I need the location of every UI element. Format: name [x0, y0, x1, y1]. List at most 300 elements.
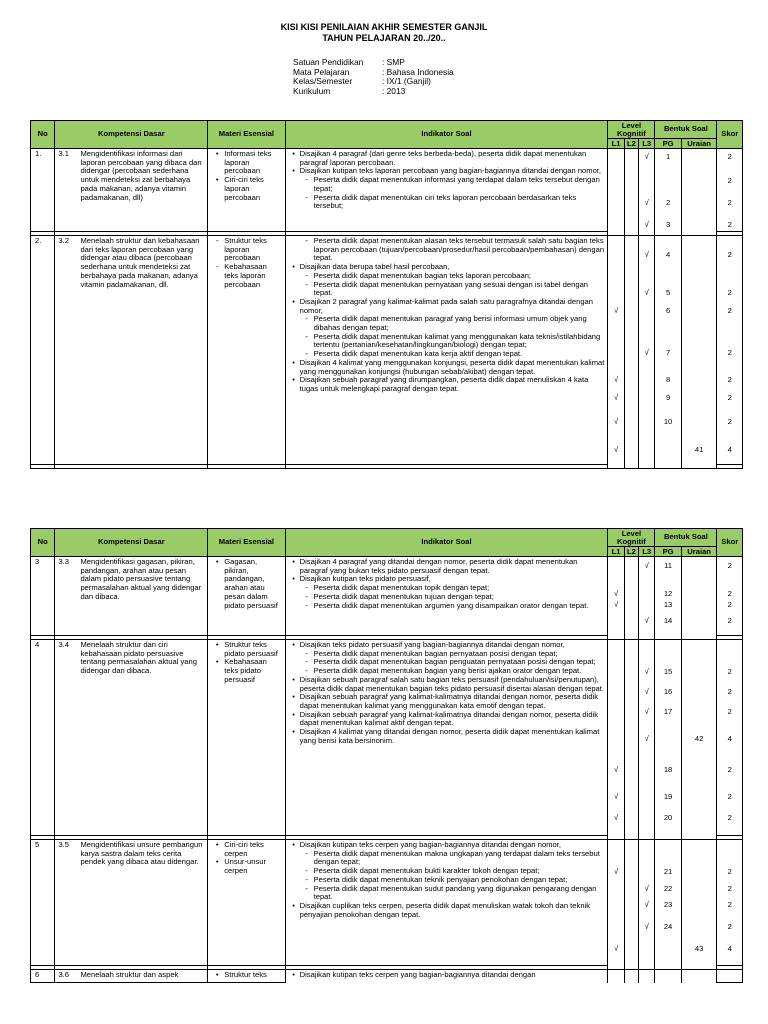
me-text: Kebahasaan teks laporan percobaan [224, 262, 267, 289]
indikator-soal [285, 970, 608, 983]
skor-cell-stack [717, 149, 742, 231]
me-list [208, 149, 284, 202]
uraian-cell-stack [682, 557, 717, 635]
indikator-text: Peserta didik dapat menentukan kalimat yang menggunakan kata teknis/istilahbidang tertentu (pertanian/kesehatan/lingkungan/biologi) dengan tepat; [313, 331, 601, 350]
uraian-number: 43 [694, 944, 704, 953]
bullet: • [215, 557, 219, 566]
row-number [31, 149, 55, 232]
level-l2-cell [624, 970, 638, 983]
skor-cell [717, 236, 743, 465]
table-row [31, 840, 743, 966]
skor-cell [717, 149, 743, 232]
indikator-text: Peserta didik dapat menentukan bukti karakter tokoh dengan tepat; [313, 866, 540, 876]
dash: - [305, 583, 308, 593]
bullet: • [215, 857, 219, 867]
uraian-cell-stack [682, 970, 717, 982]
materi-esensial [208, 149, 285, 232]
document-title: KISI KISI PENILAIAN AKHIR SEMESTER GANJIL [280, 22, 488, 32]
skor-cell-stack [717, 640, 742, 835]
row-number [31, 840, 55, 966]
meta-row [293, 87, 454, 97]
indikator-text: Disajikan sebuah paragraf yang kalimat-kalimatnya ditandai dengan nomor, peserta didik dapat menentukan kalimat aktif dengan tepat. [299, 709, 599, 728]
header-ind: Indikator Soal [285, 121, 608, 149]
indikator-text: Disajikan 4 kalimat yang menggunakan konjungsi, peserta didik dapat menentukan kalimat yang menggunakan konjungsi (hubungan sebab/akibat) dengan tepat. [299, 357, 605, 376]
kd-number: 3.3 [58, 557, 69, 566]
pg-cell-stack [655, 557, 680, 635]
indikator-soal [285, 149, 608, 232]
pg-number: 22 [663, 884, 673, 893]
header-pg: PG [655, 139, 681, 149]
row-number [31, 970, 55, 983]
level-l1-cell-stack [608, 840, 623, 965]
kompetensi-dasar [55, 970, 208, 983]
pg-number: 24 [663, 922, 673, 931]
indikator-list [286, 970, 608, 980]
indikator-subitem [288, 237, 606, 263]
indikator-text: Peserta didik dapat menentukan topik dengan tepat; [313, 583, 490, 593]
indikator-text: Peserta didik dapat menentukan informasi yang terdapat dalam teks tersebut dengan tepat; [313, 175, 600, 193]
skor-cell [717, 557, 743, 636]
pg-number: 15 [663, 667, 673, 676]
pg-cell [655, 557, 681, 636]
level-l3-cell [639, 149, 655, 232]
bullet: • [292, 166, 295, 176]
me-item [210, 641, 282, 658]
kd-block [55, 840, 207, 867]
row-number [31, 640, 55, 836]
check-mark: √ [614, 813, 619, 822]
bullet: • [292, 692, 295, 702]
skor-value: 2 [727, 393, 732, 402]
indikator-item [288, 711, 606, 728]
check-mark: √ [644, 348, 649, 357]
level-l1-cell [608, 970, 624, 983]
skor-value: 2 [727, 220, 732, 229]
level-l3-cell [639, 840, 655, 966]
indikator-text: Peserta didik dapat menentukan teknik penyajian penokohan dengan tepat; [313, 874, 568, 884]
kd-number: 3.1 [58, 149, 69, 158]
uraian-cell-stack [682, 840, 717, 965]
skor-cell-stack [717, 236, 742, 464]
kd-block [55, 640, 207, 676]
skor-value: 2 [727, 707, 732, 716]
header-pg: PG [655, 547, 681, 557]
indikator-text: Disajikan cuplikan teks cerpen, peserta didik dapat menuliskan watak tokoh dan teknik penyajian penokohan dengan tepat. [299, 900, 591, 919]
bullet: • [292, 840, 295, 849]
indikator-text: Disajikan 4 kalimat yang ditandai dengan nomor, peserta didik dapat menentukan kalimat yang berisi kata bersinonim. [299, 727, 600, 745]
pg-cell-stack [655, 149, 680, 231]
me-item [210, 658, 282, 684]
row-separator [31, 465, 743, 469]
uraian-cell [681, 557, 717, 636]
skor-value: 2 [727, 616, 732, 625]
meta-label: Mata Pelajaran [293, 66, 350, 77]
check-mark: √ [614, 765, 619, 774]
check-mark: √ [644, 220, 649, 229]
level-l3-cell [639, 557, 655, 636]
skor-value: 2 [727, 417, 732, 426]
separator-cell [639, 465, 655, 469]
bullet: • [215, 657, 219, 667]
indikator-text: Disajikan kutipan teks pidato persuasif, [299, 574, 431, 584]
indikator-item [288, 558, 606, 575]
dash: - [305, 270, 308, 280]
pg-number: 20 [663, 813, 673, 822]
kd-text: Menelaah struktur dan aspek [80, 970, 179, 979]
level-l1-cell [608, 640, 624, 836]
level-l1-cell [608, 149, 624, 232]
check-mark: √ [614, 306, 619, 315]
indikator-subitem [288, 850, 606, 867]
row-number [31, 557, 55, 636]
me-text: Unsur-unsur cerpen [224, 857, 266, 876]
header-ind: Indikator Soal [285, 529, 608, 557]
indikator-text: Peserta didik dapat menentukan tujuan dengan tepat; [313, 591, 494, 601]
me-item [210, 858, 282, 875]
header-bentuk-soal: Bentuk Soal [655, 121, 717, 139]
skor-value: 2 [727, 667, 732, 676]
pg-number: 1 [665, 152, 671, 161]
header-no: No [31, 121, 55, 149]
separator-cell [624, 465, 638, 469]
indikator-soal [285, 236, 608, 465]
me-item [210, 176, 282, 202]
header-no: No [31, 529, 55, 557]
kd-text: Mengidentifikasi informasi dari laporan percobaan yang dibaca dan didengar (percobaan sederhana untuk mendeteksi zat berbahaya pada makanan, adanya vitamin padamakanan, dll) [80, 149, 202, 202]
level-l1-cell-stack [608, 236, 623, 464]
pg-number: 4 [665, 250, 671, 259]
pg-number: 8 [665, 375, 671, 384]
dash: - [305, 591, 308, 601]
header-level-kognitif: Level Kognitif [608, 529, 655, 547]
indikator-subitem [288, 194, 606, 211]
kd-block [55, 557, 207, 602]
pg-number: 13 [663, 600, 673, 609]
header-me: Materi Esensial [208, 529, 285, 557]
level-l3-cell-stack [639, 557, 654, 635]
kompetensi-dasar [55, 236, 208, 465]
check-mark: √ [644, 707, 649, 716]
indikator-text: Disajikan 4 paragraf (dari genre teks berbeda-beda), peserta didik dapat menentukan paragraf laporan percobaan. [299, 149, 587, 167]
bullet: • [292, 709, 295, 719]
check-mark: √ [644, 687, 649, 696]
check-mark: √ [644, 152, 649, 161]
table-row [31, 970, 743, 983]
bullet: - [215, 262, 219, 272]
indikator-text: Peserta didik dapat menentukan paragraf yang berisi informasi umum objek yang dibahas dengan tepat; [313, 314, 587, 333]
kd-block [55, 236, 207, 289]
indikator-text: Disajikan kutipan teks cerpen yang bagian-bagiannya ditandai dengan nomor, [299, 840, 561, 849]
level-l2-cell-stack [625, 640, 638, 835]
pg-number: 10 [663, 417, 673, 426]
dash: - [305, 657, 308, 667]
pg-number: 11 [664, 561, 672, 570]
materi-esensial [208, 640, 285, 836]
pg-cell [655, 840, 681, 966]
me-list [208, 557, 284, 610]
pg-number: 12 [663, 589, 673, 598]
level-l2-cell [624, 149, 638, 232]
indikator-text: Disajikan sebuah paragraf salah satu bagian teks persuasif (pendahuluan/isi/penutupan), peserta didik dapat menentukan bagian teks pidato persuasif disertai alasan dengan tepat. [299, 674, 604, 693]
dash: - [305, 331, 308, 341]
level-l3-cell-stack [639, 149, 654, 231]
dash: - [305, 236, 308, 245]
pg-number: 7 [665, 348, 671, 357]
check-mark: √ [644, 288, 649, 297]
me-item [210, 150, 282, 176]
me-text: Gagasan, pikiran, pandangan, arahan atau pesan dalam pidato persuasif [224, 557, 278, 610]
skor-value: 4 [727, 944, 732, 953]
header-me: Materi Esensial [208, 121, 285, 149]
separator-cell [208, 465, 285, 469]
indikator-text: Disajikan sebuah paragraf yang dirumpangkan, peserta didik dapat menuliskan 4 kata tugas untuk melengkapi paragraf dengan tepat. [299, 375, 589, 393]
pg-number: 6 [665, 306, 671, 315]
indikator-subitem [288, 333, 606, 350]
dash: - [305, 314, 308, 324]
indikator-text: Peserta didik dapat menentukan bagian yang berisi ajakan orator dengan tepat. [313, 666, 582, 676]
uraian-cell [681, 640, 717, 836]
level-l2-cell-stack [625, 557, 638, 635]
skor-value: 2 [727, 792, 732, 801]
indikator-subitem [288, 315, 606, 332]
skor-value: 4 [727, 734, 732, 743]
table-row [31, 236, 743, 465]
skor-cell [717, 640, 743, 836]
check-mark: √ [614, 417, 619, 426]
pg-number: 5 [665, 288, 671, 297]
separator-cell [655, 465, 681, 469]
meta-label: Kurikulum [293, 85, 331, 96]
pg-cell-stack [655, 970, 680, 982]
uraian-cell [681, 840, 717, 966]
check-mark: √ [644, 250, 649, 259]
bullet: • [215, 840, 219, 849]
indikator-subitem [288, 281, 606, 298]
skor-cell-stack [717, 970, 742, 982]
level-l1-cell-stack [608, 557, 623, 635]
skor-value: 2 [727, 152, 732, 161]
pg-number: 2 [665, 198, 671, 207]
separator-cell [717, 465, 743, 469]
bullet: • [292, 262, 295, 272]
bullet: • [215, 970, 219, 979]
me-list [208, 640, 284, 685]
pg-cell [655, 149, 681, 232]
pg-number: 19 [663, 792, 673, 801]
me-text: Kebahasaan teks pidato persuasif [224, 657, 267, 684]
bullet: • [292, 727, 295, 737]
kisi-table-1 [30, 120, 743, 469]
indikator-text: Disajikan 4 paragraf yang ditandai dengan nomor, peserta didik dapat menentukan paragraf yang bukan teks pidato persuasif dengan tepat. [299, 557, 578, 575]
materi-esensial [208, 236, 285, 465]
dash: - [305, 192, 308, 202]
separator-cell [285, 465, 608, 469]
row-number-text: 4 [35, 640, 40, 649]
bullet: • [292, 640, 295, 649]
indikator-item [288, 376, 606, 393]
skor-value: 2 [727, 250, 732, 259]
bullet: • [292, 574, 295, 584]
kompetensi-dasar [55, 557, 208, 636]
row-number-text: 3 [35, 557, 40, 566]
skor-value: 2 [727, 867, 732, 876]
indikator-text: Peserta didik dapat menentukan kata kerja aktif dengan tepat. [313, 349, 523, 359]
level-l3-cell [639, 236, 655, 465]
level-l3-cell-stack [639, 640, 654, 835]
indikator-text: Peserta didik dapat menentukan bagian pernyataan posisi dengan tepat; [313, 648, 558, 658]
check-mark: √ [614, 375, 619, 384]
header-l1: L1 [608, 139, 624, 149]
check-mark: √ [644, 922, 649, 931]
document-meta [293, 58, 454, 96]
pg-number: 23 [663, 900, 673, 909]
dash: - [305, 874, 308, 884]
kd-number: 3.2 [58, 236, 69, 245]
meta-value: : IX/1 (Ganjil) [382, 76, 431, 87]
indikator-subitem [288, 885, 606, 902]
skor-value: 2 [727, 922, 732, 931]
check-mark: √ [614, 600, 619, 609]
indikator-list [286, 840, 608, 919]
pg-cell [655, 236, 681, 465]
level-l1-cell [608, 840, 624, 966]
uraian-number: 42 [694, 734, 704, 743]
document-subtitle: TAHUN PELAJARAN 20../20.. [322, 33, 446, 43]
pg-number: 9 [665, 393, 671, 402]
check-mark: √ [644, 900, 649, 909]
bullet: • [292, 674, 295, 684]
level-l3-cell-stack [639, 236, 654, 464]
row-number-text: 6 [35, 970, 40, 979]
header-kd: Kompetensi Dasar [55, 529, 208, 557]
level-l3-cell [639, 970, 655, 983]
dash: - [305, 883, 308, 893]
row-number-text: 5 [35, 840, 40, 849]
separator-cell [681, 465, 717, 469]
uraian-cell-stack [682, 149, 717, 231]
pg-cell-stack [655, 236, 680, 464]
materi-esensial [208, 557, 285, 636]
skor-value: 2 [727, 813, 732, 822]
kompetensi-dasar [55, 840, 208, 966]
check-mark: √ [614, 944, 619, 953]
pg-number: 14 [663, 616, 673, 625]
check-mark: √ [644, 198, 649, 207]
pg-cell-stack [655, 840, 680, 965]
me-text: Struktur teks [224, 970, 267, 979]
level-l2-cell-stack [625, 236, 638, 464]
skor-value: 4 [727, 445, 732, 454]
skor-value: 2 [727, 884, 732, 893]
pg-number: 17 [663, 707, 673, 716]
bullet: • [215, 640, 219, 649]
header-uraian: Uraian [681, 547, 717, 557]
dash: - [305, 600, 308, 610]
kd-block [55, 149, 207, 202]
indikator-list [286, 640, 608, 745]
indikator-item [288, 902, 606, 919]
level-l3-cell-stack [639, 970, 654, 982]
meta-value: : Bahasa Indonesia [382, 66, 454, 77]
pg-number: 3 [665, 220, 671, 229]
indikator-text: Peserta didik dapat menentukan makna ungkapan yang terdapat dalam teks tersebut dengan tepat; [313, 848, 600, 867]
level-l2-cell-stack [625, 970, 638, 982]
skor-cell [717, 970, 743, 983]
bullet: • [292, 900, 295, 910]
separator-cell [55, 465, 208, 469]
header-level-kognitif: Level Kognitif [608, 121, 655, 139]
indikator-text: Peserta didik dapat menentukan pernyataan yang sesuai dengan isi tabel dengan tepat. [313, 279, 589, 298]
pg-cell-stack [655, 640, 680, 835]
bullet: • [292, 296, 295, 306]
level-l3-cell [639, 640, 655, 836]
check-mark: √ [644, 561, 649, 570]
indikator-text: Disajikan sebuah paragraf yang kalimat-kalimatnya ditandai dengan nomor, peserta didik dapat menentukan kalimat yang menggunakan kata emotif dengan tepat. [299, 692, 599, 710]
header-l2: L2 [624, 139, 638, 149]
skor-value: 2 [727, 687, 732, 696]
level-l1-cell-stack [608, 640, 623, 835]
level-l2-cell [624, 557, 638, 636]
meta-label: Satuan Pendidikan [293, 57, 364, 67]
bullet: • [292, 970, 295, 979]
indikator-subitem [288, 602, 606, 611]
skor-cell-stack [717, 557, 742, 635]
separator-cell [31, 465, 55, 469]
kd-block [55, 970, 207, 980]
uraian-cell-stack [682, 236, 717, 464]
materi-esensial [208, 970, 285, 983]
skor-value: 2 [727, 900, 732, 909]
kd-number: 3.6 [58, 970, 69, 979]
me-text: Ciri-ciri teks laporan percobaan [224, 175, 264, 202]
check-mark: √ [614, 393, 619, 402]
indikator-list [286, 557, 608, 610]
uraian-cell [681, 236, 717, 465]
skor-value: 2 [727, 589, 732, 598]
uraian-number: 41 [694, 445, 704, 454]
header-l3: L3 [639, 547, 655, 557]
kd-number: 3.5 [58, 840, 69, 849]
kd-text: Mengidentifikasi unsure pembangun karya sastra dalam teks cerita pendek yang dibaca atau didengar. [80, 840, 203, 867]
meta-value: : SMP [382, 57, 405, 67]
dash: - [305, 349, 308, 359]
indikator-item [288, 693, 606, 710]
dash: - [305, 279, 308, 289]
row-number [31, 236, 55, 465]
skor-value: 2 [727, 561, 732, 570]
pg-number: 18 [663, 765, 673, 774]
indikator-text: Peserta didik dapat menentukan bagian teks laporan percobaan; [313, 270, 532, 280]
bullet: • [292, 557, 295, 566]
bullet: • [215, 149, 219, 158]
header-l2: L2 [624, 547, 638, 557]
skor-value: 2 [727, 375, 732, 384]
kd-text: Mengidentifikasi gagasan, pikiran, pandangan, arahan atau pesan dalam pidato persuasive tentang permasalahan aktual yang didengar dan dibaca. [80, 557, 202, 601]
indikator-item [288, 150, 606, 167]
me-list [208, 970, 284, 980]
me-text: Struktur teks pidato persuasif [224, 640, 278, 658]
skor-cell-stack [717, 840, 742, 965]
skor-value: 2 [727, 765, 732, 774]
me-list [208, 236, 284, 289]
level-l2-cell-stack [625, 840, 638, 965]
check-mark: √ [644, 616, 649, 625]
pg-number: 21 [663, 867, 673, 876]
indikator-text: Peserta didik dapat menentukan ciri teks laporan percobaan berdasarkan teks tersebut; [313, 192, 577, 211]
dash: - [305, 648, 308, 658]
indikator-text: Peserta didik dapat menentukan argumen yang disampaikan orator dengan tepat. [313, 600, 589, 610]
indikator-soal [285, 557, 608, 636]
